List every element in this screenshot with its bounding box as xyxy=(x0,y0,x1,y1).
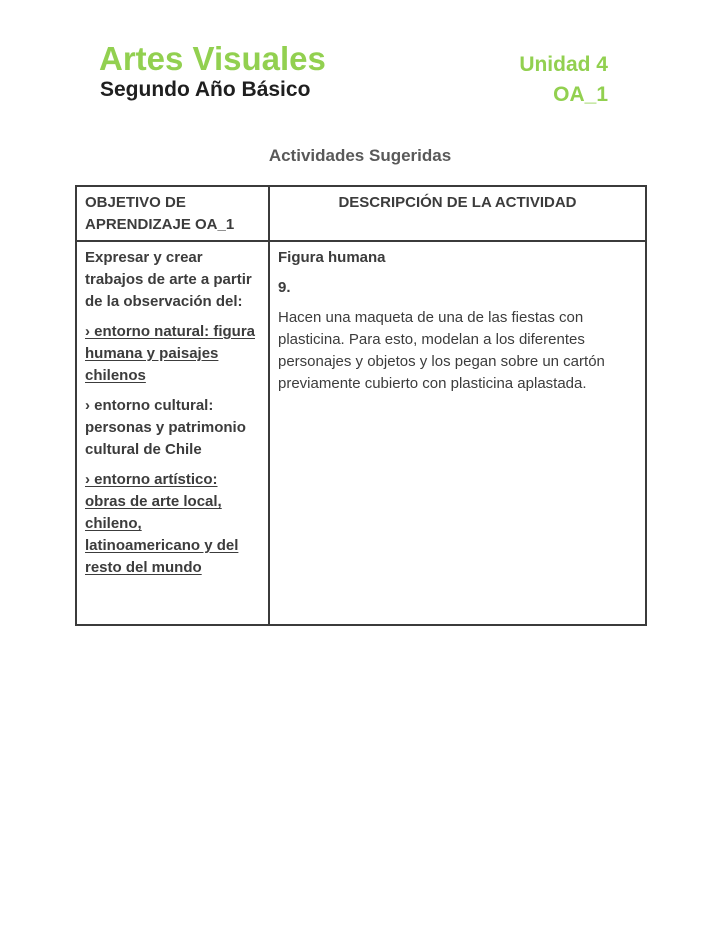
objective-intro: Expresar y crear trabajos de arte a partir de la observación del: xyxy=(85,249,252,310)
activity-description: Hacen una maqueta de una de las fiestas con plasticina. Para esto, modelan a los diferentes personajes y objetos y los pegan sobre un cartón previamente cubierto con plasticina aplastada. xyxy=(278,309,605,392)
oa-label: OA_1 xyxy=(553,83,608,106)
objective-cell xyxy=(76,241,269,625)
objective-column-header: OBJETIVO DE APRENDIZAJE OA_1 xyxy=(76,186,269,241)
activities-table xyxy=(75,185,647,626)
objective-item-entorno-artistico: › entorno artístico: obras de arte local, chileno, latinoamericano y del resto del mundo xyxy=(85,471,239,576)
description-column-header: DESCRIPCIÓN DE LA ACTIVIDAD xyxy=(269,186,646,241)
table-header-row xyxy=(76,186,646,241)
section-title: Actividades Sugeridas xyxy=(268,146,452,165)
activity-number: 9. xyxy=(278,279,291,296)
course-title: Artes Visuales xyxy=(99,40,326,77)
activity-title: Figura humana xyxy=(278,249,386,266)
unit-info-block xyxy=(519,50,608,110)
table-row xyxy=(76,241,646,625)
objective-item-entorno-natural: › entorno natural: figura humana y paisajes chilenos xyxy=(85,323,255,384)
objective-item-entorno-cultural: › entorno cultural: personas y patrimonio cultural de Chile xyxy=(85,397,246,458)
unit-label: Unidad 4 xyxy=(519,53,608,76)
grade-subtitle: Segundo Año Básico xyxy=(100,78,311,101)
activity-cell xyxy=(269,241,646,625)
